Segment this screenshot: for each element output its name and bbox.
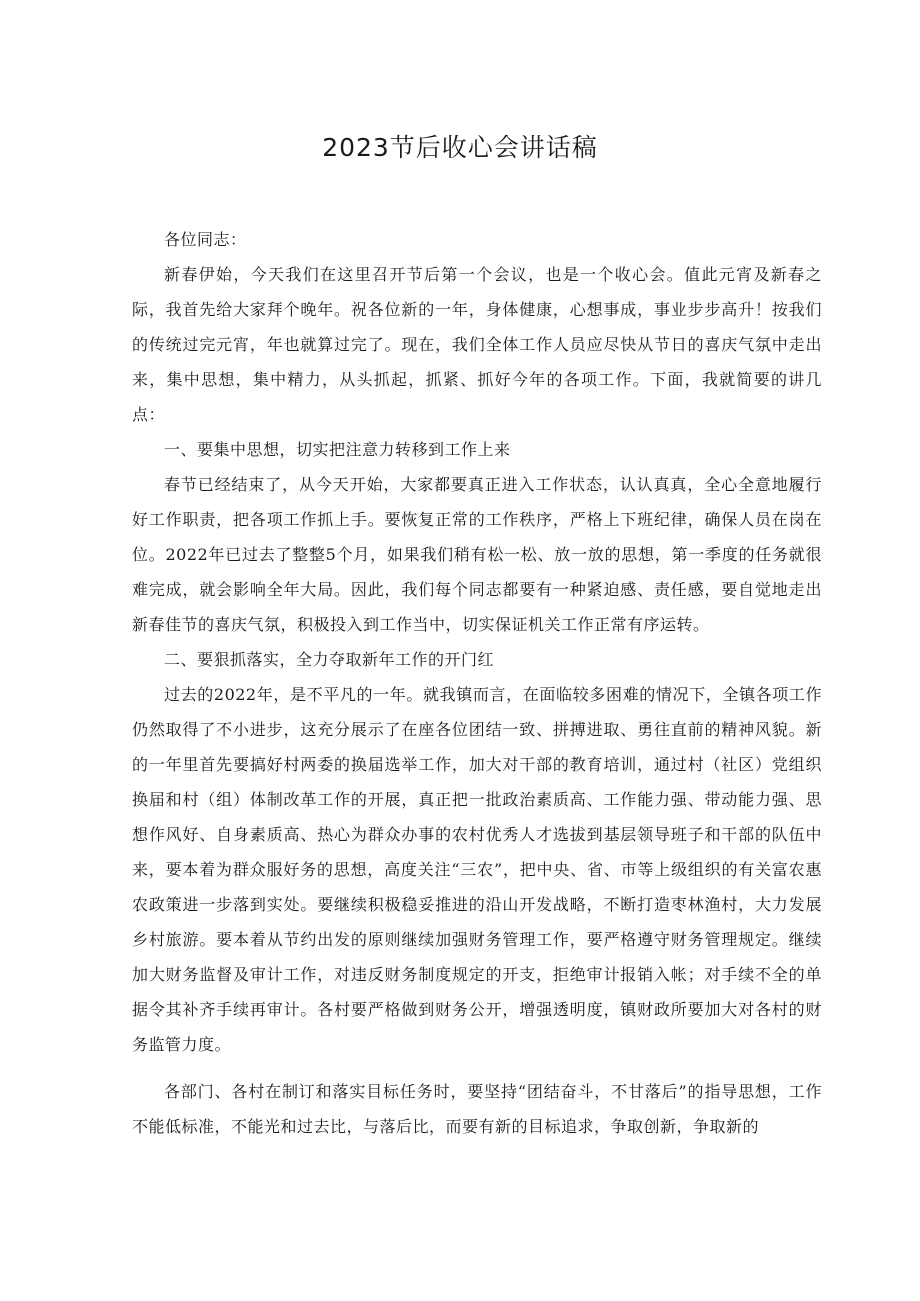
closing-paragraph: 各部门、各村在制订和落实目标任务时，要坚持“团结奋斗，不甘落后”的指导思想，工作不能低标准，不能光和过去比，与落后比，而要有新的目标追求，争取创新，争取新的: [132, 1082, 822, 1136]
document-title: 2023节后收心会讲话稿: [322, 133, 598, 162]
section-heading-2: 二、要狠抓落实，全力夺取新年工作的开门红: [164, 650, 495, 669]
intro-paragraph: 新春伊始，今天我们在这里召开节后第一个会议，也是一个收心会。值此元宵及新春之际，我首先给大家拜个晚年。祝各位新的一年，身体健康，心想事成，事业步步高升！按我们的传统过完元宵，年也就算过完了。现在，我们全体工作人员应尽快从节日的喜庆气氛中走出来，集中思想，集中精力，从头抓起，抓紧、抓好今年的各项工作。下面，我就简要的讲几点：: [132, 265, 822, 424]
section-1-paragraph: 春节已经结束了，从今天开始，大家都要真正进入工作状态，认认真真，全心全意地履行好工作职责，把各项工作抓上手。要恢复正常的工作秩序，严格上下班纪律，确保人员在岗在位。2022年已过去了整整5个月，如果我们稍有松一松、放一放的思想，第一季度的任务就很难完成，就会影响全年大局。因此，我们每个同志都要有一种紧迫感、责任感，要自觉地走出新春佳节的喜庆气氛，积极投入到工作当中，切实保证机关工作正常有序运转。: [132, 475, 822, 634]
salutation-paragraph: 各位同志：: [164, 230, 247, 249]
section-heading-1: 一、要集中思想，切实把注意力转移到工作上来: [164, 440, 511, 459]
section-2-paragraph: 过去的2022年，是不平凡的一年。就我镇而言，在面临较多困难的情况下，全镇各项工作仍然取得了不小进步，这充分展示了在座各位团结一致、拼搏进取、勇往直前的精神风貌。新的一年里首先要搞好村两委的换届选举工作，加大对干部的教育培训，通过村（社区）党组织换届和村（组）体制改革工作的开展，真正把一批政治素质高、工作能力强、带动能力强、思想作风好、自身素质高、热心为群众办事的农村优秀人才选拔到基层领导班子和干部的队伍中来，要本着为群众服好务的思想，高度关注“三农”，把中央、省、市等上级组织的有关富农惠农政策进一步落到实处。要继续积极稳妥推进的沿山开发战略，不断打造枣林渔村，大力发展乡村旅游。要本着从节约出发的原则继续加强财务管理工作，要严格遵守财务管理规定。继续加大财务监督及审计工作，对违反财务制度规定的开支，拒绝审计报销入帐；对手续不全的单据令其补齐手续再审计。各村要严格做到财务公开，增强透明度，镇财政所要加大对各村的财务监管力度。: [132, 685, 822, 1054]
document-body: [132, 222, 822, 1144]
